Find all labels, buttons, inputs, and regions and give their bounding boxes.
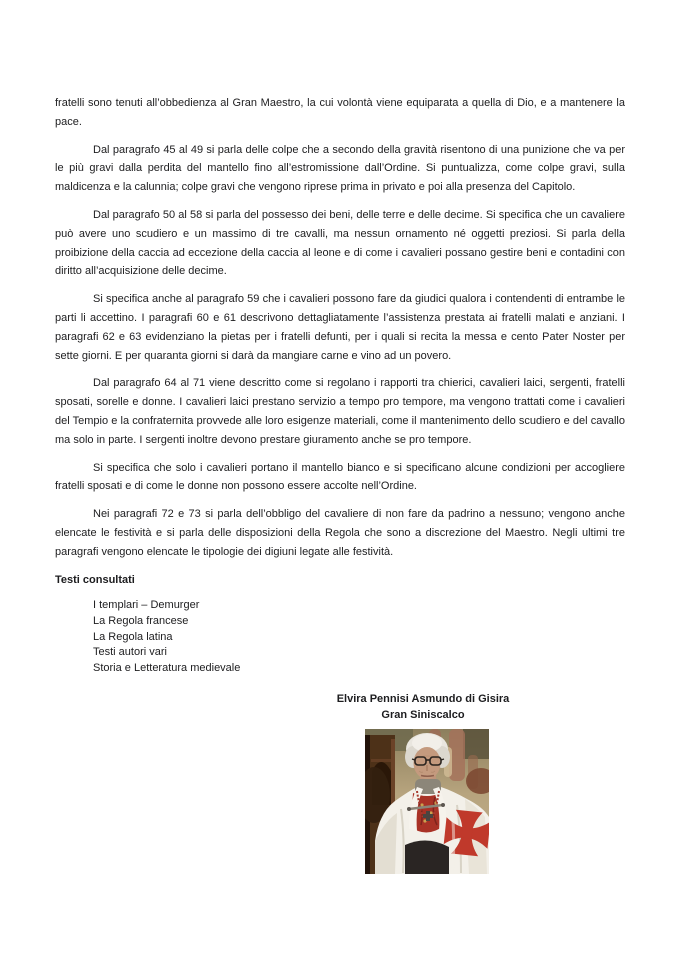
body-paragraph: Si specifica anche al paragrafo 59 che i cavalieri possono fare da giudici qualora i contendenti di entrambe le parti li accettino. I paragrafi 60 e 61 descrivono dettagliatamente l’assistenza prestata ai fratelli malati e anziani. I paragrafi 62 e 63 evidenziano la pietas per i fratelli defunti, per i quali si recita la messa e cento Pater Noster per sette giorni. E per quaranta giorni si darà da mangiare carne e vino ad un povero. — [55, 293, 625, 362]
body-paragraph: fratelli sono tenuti all’obbedienza al Gran Maestro, la cui volontà viene equiparata a quella di Dio, e a mantenere la pace. — [55, 97, 625, 128]
bibliography-item: La Regola latina — [93, 630, 173, 643]
bibliography-heading: Testi consultati — [55, 573, 135, 586]
body-paragraph: Si specifica che solo i cavalieri portano il mantello bianco e si specificano alcune condizioni per accogliere fratelli sposati e di come le donne non possono essere accolte nell’Ordine. — [55, 461, 625, 493]
bibliography-item: Storia e Letteratura medievale — [93, 661, 241, 674]
portrait-photo-illustration — [365, 729, 489, 874]
document-body — [55, 94, 625, 874]
bibliography-item: I templari – Demurger — [93, 599, 200, 612]
body-paragraph: Nei paragrafi 72 e 73 si parla dell’obbligo del cavaliere di non fare da padrino a nessuno; vengono anche elencate le festività e si parla delle disposizioni della Regola che sono a discrezione del Maestro. Negli ultimi tre paragrafi vengono elencate le tipologie dei digiuni legate alle festività. — [55, 508, 625, 558]
bibliography-section — [55, 571, 625, 677]
bibliography-list — [93, 598, 625, 676]
signature-block — [333, 691, 513, 723]
bibliography-item: La Regola francese — [93, 614, 189, 627]
body-paragraph: Dal paragrafo 50 al 58 si parla del possesso dei beni, delle terre e delle decime. Si specifica che un cavaliere può avere uno scudiero e un massimo di tre cavalli, ma nessun ornamento né oggetti preziosi. Si parla della proibizione della caccia ad eccezione della caccia al leone e di come i cavalieri possano gestire beni e contadini con diritto all’acquisizione delle decime. — [55, 208, 625, 278]
bibliography-item: Testi autori vari — [93, 646, 167, 659]
paragraphs-container — [55, 94, 625, 562]
body-paragraph: Dal paragrafo 64 al 71 viene descritto come si regolano i rapporti tra chierici, cavalieri laici, sergenti, fratelli sposati, sorelle e donne. I cavalieri laici prestano servizio a tempo pro tempore, ma vengono trattati come i cavalieri del Tempio e la confraternita provvede alle loro esigenze materiali, come il mantenimento dello scudiero e del cavallo ma solo in parte. I sergenti inoltre devono prestare giuramento anche se pro tempore. — [55, 377, 625, 446]
portrait-photo — [365, 729, 489, 874]
signature-name: Elvira Pennisi Asmundo di Gisira — [336, 693, 510, 706]
body-paragraph: Dal paragrafo 45 al 49 si parla delle colpe che a secondo della gravità risentono di una punizione che va per le più gravi dalla perdita del mantello fino all’estromissione dall’Ordine. Si puntualizza, come colpe gravi, sulla maldicenza e la calunnia; colpe gravi che vengono riprese prima in privato e poi alla presenza del Capitolo. — [55, 143, 625, 194]
signature-title: Gran Siniscalco — [381, 709, 465, 722]
